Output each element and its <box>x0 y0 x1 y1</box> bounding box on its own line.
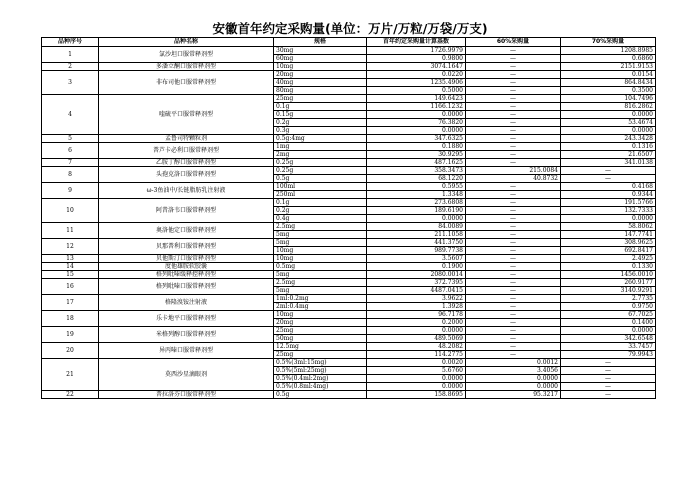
pct60-cell: — <box>466 135 561 143</box>
table-row <box>42 279 656 287</box>
drug-name: 头孢克洛口服常释剂型 <box>99 167 274 183</box>
drug-name: 格列吡嗪缓释控释剂型 <box>99 271 274 279</box>
pct70-cell: 0.0000 <box>561 215 656 223</box>
pct70-cell: 79.9943 <box>561 351 656 359</box>
row-index: 16 <box>42 279 99 295</box>
base-cell: 3.5607 <box>367 255 466 263</box>
drug-name: 非布司他口服常释剂型 <box>99 71 274 95</box>
base-cell: 189.6190 <box>367 207 466 215</box>
pct60-cell: — <box>466 327 561 335</box>
row-index: 6 <box>42 143 99 159</box>
row-index: 20 <box>42 343 99 359</box>
pct70-cell: 2151.9153 <box>561 63 656 71</box>
base-cell: 273.6808 <box>367 199 466 207</box>
spec-cell: 0.5%(0.8ml:4mg) <box>274 383 367 391</box>
drug-name: 氯沙坦口服常释剂型 <box>99 47 274 63</box>
table-row <box>42 135 656 143</box>
header-base: 首年约定采购量计算基数 <box>367 38 466 47</box>
spec-cell: 5mg <box>274 271 367 279</box>
table-row <box>42 327 656 335</box>
row-index: 17 <box>42 295 99 311</box>
pct70-cell: 0.4168 <box>561 183 656 191</box>
header-row <box>42 38 656 47</box>
row-index: 22 <box>42 391 99 399</box>
base-cell: 989.7738 <box>367 247 466 255</box>
drug-name: 多潘立酮口服常释剂型 <box>99 63 274 71</box>
base-cell: 68.1220 <box>367 175 466 183</box>
pct60-cell: 0.0000 <box>466 383 561 391</box>
row-index: 15 <box>42 271 99 279</box>
base-cell: 489.5069 <box>367 335 466 343</box>
pct70-cell: 0.9344 <box>561 191 656 199</box>
pct70-cell: 67.7025 <box>561 311 656 319</box>
drug-name: 阿昔洛韦口服常释剂型 <box>99 199 274 223</box>
pct70-cell: 132.7333 <box>561 207 656 215</box>
spec-cell: 2.5mg <box>274 223 367 231</box>
spec-cell: 2.5mg <box>274 279 367 287</box>
pct70-cell: — <box>561 383 656 391</box>
base-cell: 3.9622 <box>367 295 466 303</box>
spec-cell: 0.3g <box>274 127 367 135</box>
spec-cell: 5mg <box>274 287 367 295</box>
pct60-cell: 215.0084 <box>466 167 561 175</box>
row-index: 12 <box>42 239 99 255</box>
base-cell: 0.0020 <box>367 359 466 367</box>
row-index: 4 <box>42 95 99 135</box>
pct60-cell: 0.0012 <box>466 359 561 367</box>
row-index: 3 <box>42 71 99 95</box>
spec-cell: 30mg <box>274 47 367 55</box>
table-row <box>42 391 656 399</box>
base-cell: 0.5955 <box>367 183 466 191</box>
pct60-cell: — <box>466 303 561 311</box>
pct70-cell: 58.8062 <box>561 223 656 231</box>
base-cell: 1235.4906 <box>367 79 466 87</box>
pct60-cell: — <box>466 343 561 351</box>
drug-name: 普拉洛芬口服常释剂型 <box>99 391 274 399</box>
pct60-cell: — <box>466 63 561 71</box>
spec-cell: 0.1g <box>274 199 367 207</box>
pct60-cell: — <box>466 183 561 191</box>
drug-name: ω-3鱼油中/长链脂肪乳注射液 <box>99 183 274 199</box>
base-cell: 358.3473 <box>367 167 466 175</box>
pct60-cell: — <box>466 351 561 359</box>
base-cell: 0.0000 <box>367 383 466 391</box>
drug-name: 度他雄胺软胶囊 <box>99 263 274 271</box>
base-cell: 211.1058 <box>367 231 466 239</box>
pct60-cell: — <box>466 319 561 327</box>
pct60-cell: — <box>466 295 561 303</box>
spec-cell: 2mg <box>274 151 367 159</box>
pct70-cell: 0.9750 <box>561 303 656 311</box>
pct60-cell: — <box>466 263 561 271</box>
base-cell: 5.6760 <box>367 367 466 375</box>
procurement-table <box>41 37 656 399</box>
drug-name: 贝他斯汀口服常释剂型 <box>99 255 274 263</box>
spec-cell: 25mg <box>274 95 367 103</box>
spec-cell: 12.5mg <box>274 343 367 351</box>
row-index: 14 <box>42 263 99 271</box>
pct70-cell: 341.0138 <box>561 159 656 167</box>
pct70-cell: — <box>561 175 656 183</box>
pct70-cell: 0.1316 <box>561 143 656 151</box>
base-cell: 1.3928 <box>367 303 466 311</box>
spec-cell: 10mg <box>274 63 367 71</box>
pct60-cell: — <box>466 127 561 135</box>
pct70-cell: 342.6548 <box>561 335 656 343</box>
spec-cell: 50mg <box>274 335 367 343</box>
base-cell: 347.6325 <box>367 135 466 143</box>
pct70-cell: 147.7741 <box>561 231 656 239</box>
spec-cell: 0.5%(3ml:15mg) <box>274 359 367 367</box>
spec-cell: 0.5g <box>274 175 367 183</box>
row-index: 8 <box>42 167 99 183</box>
drug-name: 孟鲁司特颗粒剂 <box>99 135 274 143</box>
spec-cell: 0.25g <box>274 159 367 167</box>
table-body <box>42 47 656 399</box>
base-cell: 96.7178 <box>367 311 466 319</box>
spec-cell: 80mg <box>274 87 367 95</box>
spec-cell: 0.5g <box>274 391 367 399</box>
spec-cell: 10mg <box>274 311 367 319</box>
pct70-cell: 104.7496 <box>561 95 656 103</box>
pct60-cell: — <box>466 47 561 55</box>
drug-name: 乙胺丁醇口服常释剂型 <box>99 159 274 167</box>
pct70-cell: 0.1400 <box>561 319 656 327</box>
pct60-cell: — <box>466 159 561 167</box>
spec-cell: 5mg <box>274 239 367 247</box>
pct60-cell: — <box>466 55 561 63</box>
base-cell: 487.1625 <box>367 159 466 167</box>
pct70-cell: 864.8434 <box>561 79 656 87</box>
pct70-cell: 33.7457 <box>561 343 656 351</box>
base-cell: 1166.1232 <box>367 103 466 111</box>
spec-cell: 0.2g <box>274 207 367 215</box>
drug-name: 格隆溴铵注射液 <box>99 295 274 311</box>
spec-cell: 0.5mg <box>274 263 367 271</box>
table-row <box>42 223 656 231</box>
pct60-cell: 0.0000 <box>466 375 561 383</box>
base-cell: 372.7395 <box>367 279 466 287</box>
pct70-cell: 3140.9291 <box>561 287 656 295</box>
table-row <box>42 167 656 175</box>
spec-cell: 60mg <box>274 55 367 63</box>
spec-cell: 25mg <box>274 351 367 359</box>
pct60-cell: 3.4056 <box>466 367 561 375</box>
header-60pct: 60%采购量 <box>466 38 561 47</box>
spec-cell: 100ml <box>274 183 367 191</box>
table-row <box>42 271 656 279</box>
drug-name: 普芦卡必利口服常释剂型 <box>99 143 274 159</box>
spec-cell: 0.1g <box>274 103 367 111</box>
base-cell: 2080.0014 <box>367 271 466 279</box>
base-cell: 1726.9979 <box>367 47 466 55</box>
pct60-cell: — <box>466 111 561 119</box>
table-row <box>42 199 656 207</box>
pct60-cell: — <box>466 239 561 247</box>
row-index: 9 <box>42 183 99 199</box>
base-cell: 149.6423 <box>367 95 466 103</box>
table-row <box>42 71 656 79</box>
spec-cell: 250ml <box>274 191 367 199</box>
spec-cell: 0.15g <box>274 111 367 119</box>
base-cell: 0.5000 <box>367 87 466 95</box>
base-cell: 30.9295 <box>367 151 466 159</box>
table-row <box>42 183 656 191</box>
pct60-cell: — <box>466 79 561 87</box>
header-spec: 规格 <box>274 38 367 47</box>
pct60-cell: — <box>466 287 561 295</box>
base-cell: 76.3820 <box>367 119 466 127</box>
pct60-cell: — <box>466 151 561 159</box>
spec-cell: 40mg <box>274 79 367 87</box>
pct60-cell: — <box>466 247 561 255</box>
drug-name: 奥洛他定口服常释剂型 <box>99 223 274 239</box>
pct70-cell: 260.9177 <box>561 279 656 287</box>
pct70-cell: — <box>561 359 656 367</box>
base-cell: 0.0000 <box>367 127 466 135</box>
spec-cell: 25mg <box>274 327 367 335</box>
pct70-cell: 816.2862 <box>561 103 656 111</box>
drug-name: 米格列醇口服常释剂型 <box>99 327 274 343</box>
spec-cell: 0.5%(5ml:25mg) <box>274 367 367 375</box>
base-cell: 4487.0415 <box>367 287 466 295</box>
pct70-cell: 0.3500 <box>561 87 656 95</box>
table-row <box>42 239 656 247</box>
table-row <box>42 359 656 367</box>
spec-cell: 0.2g <box>274 119 367 127</box>
pct60-cell: — <box>466 223 561 231</box>
pct60-cell: — <box>466 215 561 223</box>
pct60-cell: — <box>466 279 561 287</box>
row-index: 5 <box>42 135 99 143</box>
pct60-cell: — <box>466 255 561 263</box>
row-index: 2 <box>42 63 99 71</box>
base-cell: 0.0000 <box>367 111 466 119</box>
spec-cell: 10mg <box>274 255 367 263</box>
table-row <box>42 159 656 167</box>
table-row <box>42 143 656 151</box>
pct70-cell: 2.7735 <box>561 295 656 303</box>
row-index: 21 <box>42 359 99 391</box>
pct60-cell: 95.3217 <box>466 391 561 399</box>
pct60-cell: — <box>466 207 561 215</box>
pct70-cell: 1208.8985 <box>561 47 656 55</box>
pct70-cell: 21.6507 <box>561 151 656 159</box>
header-70pct: 70%采购量 <box>561 38 656 47</box>
drug-name: 喹硫平口服常释剂型 <box>99 95 274 135</box>
pct60-cell: — <box>466 95 561 103</box>
pct60-cell: — <box>466 231 561 239</box>
pct60-cell: — <box>466 143 561 151</box>
pct70-cell: — <box>561 167 656 175</box>
pct70-cell: 308.9625 <box>561 239 656 247</box>
base-cell: 3074.1647 <box>367 63 466 71</box>
drug-name: 乐卡地平口服常释剂型 <box>99 311 274 327</box>
spec-cell: 0.25g <box>274 167 367 175</box>
table-row <box>42 263 656 271</box>
base-cell: 48.2082 <box>367 343 466 351</box>
spec-cell: 20mg <box>274 319 367 327</box>
table-row <box>42 47 656 55</box>
table-row <box>42 343 656 351</box>
pct60-cell: — <box>466 335 561 343</box>
header-index: 品种序号 <box>42 38 99 47</box>
spec-cell: 0.5g:4mg <box>274 135 367 143</box>
drug-name: 格列吡嗪口服常释剂型 <box>99 279 274 295</box>
base-cell: 0.9800 <box>367 55 466 63</box>
pct70-cell: 243.3428 <box>561 135 656 143</box>
spec-cell: 5mg <box>274 231 367 239</box>
pct60-cell: — <box>466 87 561 95</box>
pct70-cell: — <box>561 367 656 375</box>
pct70-cell: 0.0000 <box>561 127 656 135</box>
base-cell: 84.0089 <box>367 223 466 231</box>
pct70-cell: 2.4925 <box>561 255 656 263</box>
pct70-cell: 692.8417 <box>561 247 656 255</box>
pct60-cell: — <box>466 199 561 207</box>
base-cell: 0.0000 <box>367 375 466 383</box>
pct70-cell: — <box>561 391 656 399</box>
pct70-cell: 1456.0010 <box>561 271 656 279</box>
row-index: 1 <box>42 47 99 63</box>
base-cell: 158.8695 <box>367 391 466 399</box>
table-row <box>42 95 656 103</box>
pct60-cell: — <box>466 103 561 111</box>
spec-cell: 1ml:0.2mg <box>274 295 367 303</box>
row-index: 10 <box>42 199 99 223</box>
pct70-cell: 0.6860 <box>561 55 656 63</box>
spec-cell: 1mg <box>274 143 367 151</box>
base-cell: 1.3348 <box>367 191 466 199</box>
base-cell: 0.1880 <box>367 143 466 151</box>
base-cell: 0.0220 <box>367 71 466 79</box>
pct60-cell: — <box>466 71 561 79</box>
table-row <box>42 311 656 319</box>
table-row <box>42 295 656 303</box>
pct60-cell: — <box>466 191 561 199</box>
pct60-cell: — <box>466 271 561 279</box>
pct60-cell: 40.8732 <box>466 175 561 183</box>
pct60-cell: — <box>466 119 561 127</box>
pct70-cell: 0.0154 <box>561 71 656 79</box>
base-cell: 0.2000 <box>367 319 466 327</box>
base-cell: 0.0000 <box>367 327 466 335</box>
spec-cell: 0.4g <box>274 215 367 223</box>
row-index: 18 <box>42 311 99 327</box>
table-row <box>42 63 656 71</box>
spec-cell: 10mg <box>274 247 367 255</box>
table-row <box>42 255 656 263</box>
spec-cell: 20mg <box>274 71 367 79</box>
page-title: 安徽首年约定采购量(单位：万片/万粒/万袋/万支) <box>212 21 488 36</box>
pct70-cell: 0.0000 <box>561 327 656 335</box>
base-cell: 0.0000 <box>367 215 466 223</box>
row-index: 19 <box>42 327 99 343</box>
row-index: 13 <box>42 255 99 263</box>
row-index: 11 <box>42 223 99 239</box>
row-index: 7 <box>42 159 99 167</box>
base-cell: 0.1900 <box>367 263 466 271</box>
pct70-cell: 0.0000 <box>561 111 656 119</box>
spec-cell: 2ml:0.4mg <box>274 303 367 311</box>
header-name: 品种名称 <box>99 38 274 47</box>
spec-cell: 0.5%(0.4ml:2mg) <box>274 375 367 383</box>
drug-name: 贝那普利口服常释剂型 <box>99 239 274 255</box>
pct70-cell: — <box>561 375 656 383</box>
pct60-cell: — <box>466 311 561 319</box>
base-cell: 441.3750 <box>367 239 466 247</box>
drug-name: 异丙嗪口服常释剂型 <box>99 343 274 359</box>
pct70-cell: 0.1330 <box>561 263 656 271</box>
base-cell: 114.2775 <box>367 351 466 359</box>
pct70-cell: 53.4674 <box>561 119 656 127</box>
pct70-cell: 191.5766 <box>561 199 656 207</box>
drug-name: 莫西沙星滴眼剂 <box>99 359 274 391</box>
